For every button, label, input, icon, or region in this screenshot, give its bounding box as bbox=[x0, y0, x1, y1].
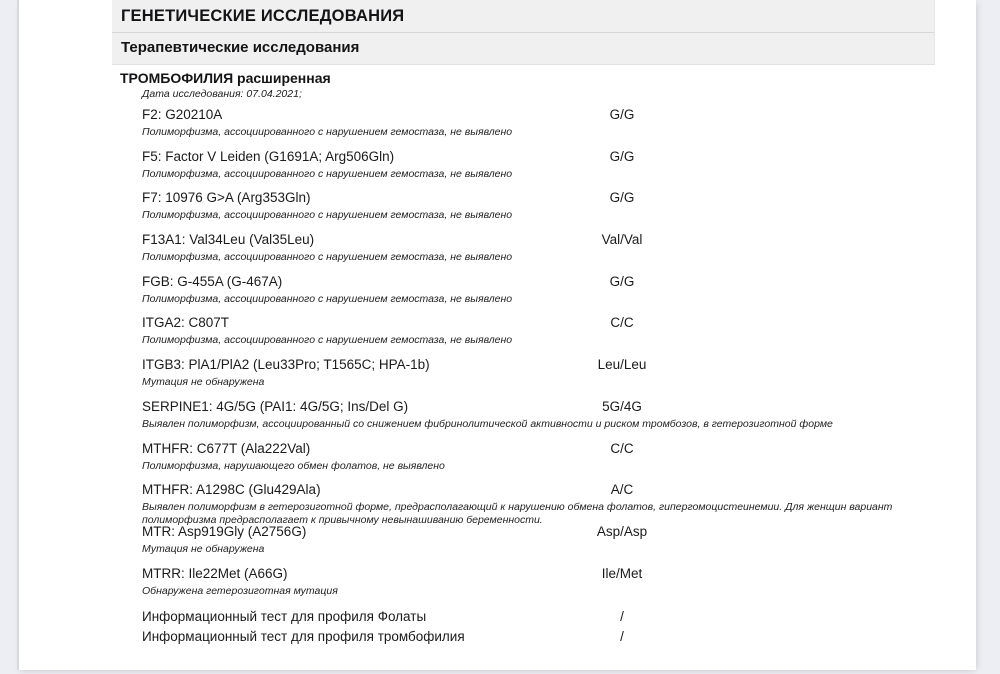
info-test-result: / bbox=[620, 609, 624, 624]
test-row bbox=[142, 148, 957, 190]
test-name: F13A1: Val34Leu (Val35Leu) bbox=[142, 232, 315, 248]
test-name: FGB: G-455A (G-467A) bbox=[142, 273, 283, 289]
test-name: F5: Factor V Leiden (G1691A; Arg506Gln) bbox=[142, 148, 395, 164]
test-name: ITGB3: PlA1/PlA2 (Leu33Pro; T1565C; HPA-1b) bbox=[142, 357, 430, 373]
test-note: Полиморфизма, ассоциированного с нарушением гемостаза, не выявлено bbox=[142, 292, 513, 305]
test-result: Ile/Met bbox=[601, 565, 643, 581]
header-band bbox=[112, 0, 935, 65]
test-note: Полиморфизма, ассоциированного с нарушением гемостаза, не выявлено bbox=[142, 209, 513, 222]
test-result: G/G bbox=[609, 148, 635, 164]
test-row bbox=[142, 106, 957, 148]
info-test-list bbox=[142, 607, 957, 647]
test-row bbox=[142, 523, 957, 565]
info-test-name: Информационный тест для профиля тромбофилия bbox=[142, 629, 465, 644]
test-result: Leu/Leu bbox=[597, 357, 647, 373]
info-test-name: Информационный тест для профиля Фолаты bbox=[142, 609, 427, 624]
study-date: Дата исследования: 07.04.2021; bbox=[142, 88, 302, 100]
test-name: MTHFR: A1298C (Glu429Ala) bbox=[142, 482, 321, 498]
info-test-result: / bbox=[620, 629, 624, 644]
test-list bbox=[142, 106, 957, 606]
test-name: MTHFR: C677T (Ala222Val) bbox=[142, 440, 311, 456]
test-name: F2: G20210A bbox=[142, 107, 223, 122]
test-row bbox=[142, 398, 957, 440]
test-row bbox=[142, 481, 957, 527]
panel-title: ТРОМБОФИЛИЯ расширенная bbox=[120, 70, 331, 86]
test-note: Мутация не обнаружена bbox=[142, 376, 265, 389]
document-page bbox=[17, 0, 976, 670]
test-note: Выявлен полиморфизм в гетерозиготной форме, предрасполагающий к нарушению обмена фолатов, гипергомоцистеинемии. Для женщин вариант полиморфизма предрасполагает к привычному невынашиванию беременности. bbox=[142, 501, 893, 527]
test-note: Полиморфизма, ассоциированного с нарушением гемостаза, не выявлено bbox=[142, 126, 513, 138]
subsection-title: Терапевтические исследования bbox=[121, 39, 360, 56]
test-result: G/G bbox=[609, 273, 635, 289]
test-note: Выявлен полиморфизм, ассоциированный со снижением фибринолитической активности и риском тромбозов, в гетерозиготной форме bbox=[142, 417, 833, 430]
test-row bbox=[142, 356, 957, 398]
test-name: F7: 10976 G>A (Arg353Gln) bbox=[142, 190, 311, 206]
test-row bbox=[142, 231, 957, 273]
test-note: Полиморфизма, ассоциированного с нарушением гемостаза, не выявлено bbox=[142, 167, 513, 180]
test-row bbox=[142, 440, 957, 482]
test-result: Val/Val bbox=[601, 232, 643, 248]
test-row bbox=[142, 565, 957, 607]
test-result: Asp/Asp bbox=[596, 523, 648, 539]
test-name: MTRR: Ile22Met (A66G) bbox=[142, 565, 288, 581]
test-result: 5G/4G bbox=[602, 398, 642, 414]
test-result: C/C bbox=[610, 440, 634, 456]
section-title: ГЕНЕТИЧЕСКИЕ ИССЛЕДОВАНИЯ bbox=[121, 7, 405, 25]
test-result: C/C bbox=[610, 315, 634, 331]
test-note: Мутация не обнаружена bbox=[142, 542, 265, 555]
test-note: Полиморфизма, нарушающего обмен фолатов, не выявлено bbox=[142, 459, 445, 472]
test-name: SERPINE1: 4G/5G (PAI1: 4G/5G; Ins/Del G) bbox=[142, 398, 409, 414]
test-note: Обнаружена гетерозиготная мутация bbox=[142, 584, 338, 597]
test-row bbox=[142, 314, 957, 356]
test-note: Полиморфизма, ассоциированного с нарушением гемостаза, не выявлено bbox=[142, 334, 513, 347]
test-result: G/G bbox=[609, 107, 635, 122]
test-name: ITGA2: C807T bbox=[142, 315, 230, 331]
test-result: A/C bbox=[610, 482, 634, 498]
info-test-row bbox=[142, 607, 957, 627]
section-divider bbox=[112, 32, 934, 33]
info-test-row bbox=[142, 627, 957, 647]
test-result: G/G bbox=[609, 190, 635, 206]
test-name: MTR: Asp919Gly (A2756G) bbox=[142, 523, 307, 539]
test-row bbox=[142, 273, 957, 315]
test-note: Полиморфизма, ассоциированного с нарушением гемостаза, не выявлено bbox=[142, 251, 513, 264]
test-row bbox=[142, 189, 957, 231]
